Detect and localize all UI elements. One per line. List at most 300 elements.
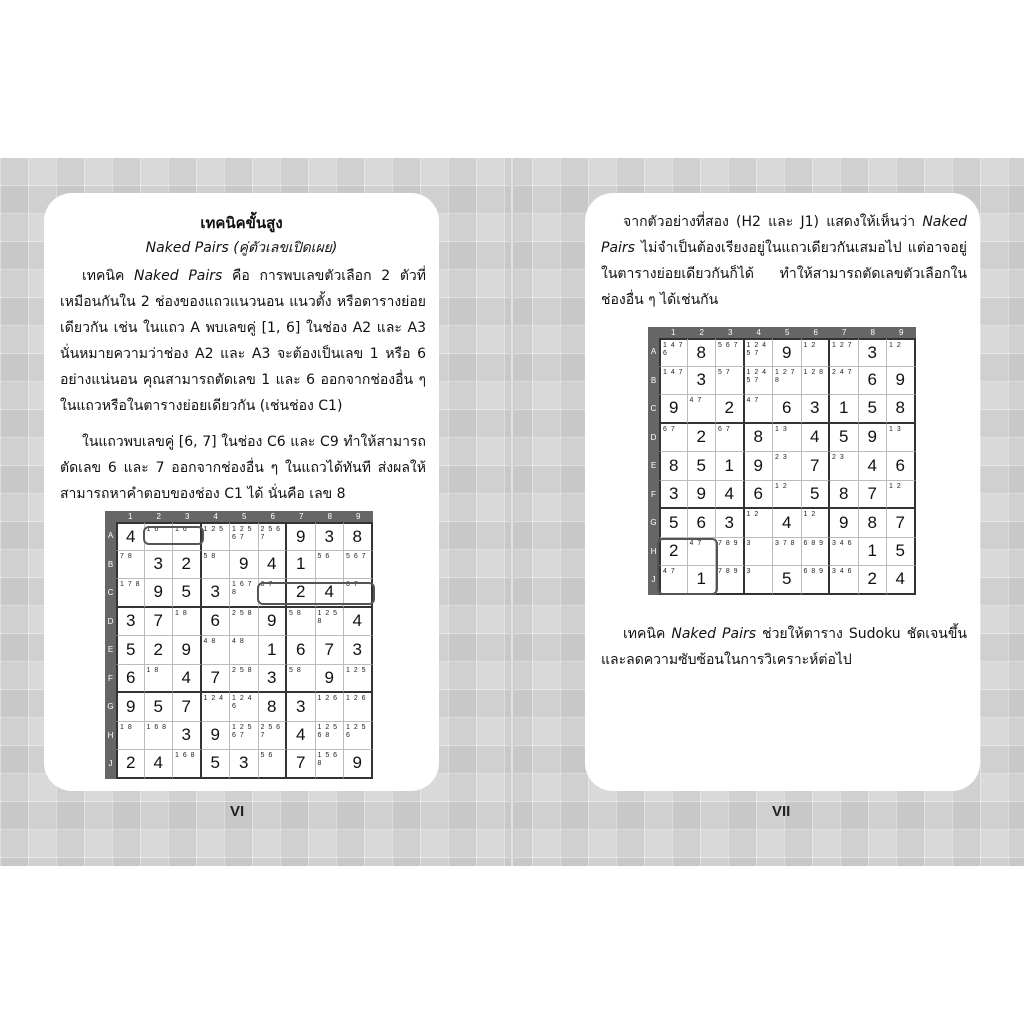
cell-candidates: 1 6 7 8 xyxy=(232,581,252,596)
cell-candidates: 4 7 xyxy=(689,539,702,547)
sudoku-cell xyxy=(145,608,174,637)
column-label: 8 xyxy=(870,328,875,337)
cell-candidates: 1 8 xyxy=(146,666,159,674)
right-p1-a: จากตัวอย่างที่สอง (H2 และ J1) แสดงให้เห็นว่า xyxy=(623,214,923,230)
cell-candidates: 7 8 9 xyxy=(718,568,738,575)
naked-pair-highlight xyxy=(143,526,204,545)
sudoku-cell xyxy=(287,665,316,694)
sudoku-cell xyxy=(259,636,288,665)
cell-value: 8 xyxy=(753,427,763,447)
cell-candidates: 1 6 xyxy=(146,526,159,533)
cell-value: 4 xyxy=(782,512,792,532)
cell-candidates: 2 4 7 xyxy=(832,368,852,376)
cell-candidates: 1 2 5 6 7 xyxy=(232,526,252,541)
cell-value: 2 xyxy=(181,554,191,574)
cell-candidates: 6 8 9 xyxy=(803,539,824,547)
cell-value: 9 xyxy=(867,427,877,447)
cell-value: 2 xyxy=(153,639,163,659)
sudoku-cell xyxy=(145,750,174,779)
sudoku-cell xyxy=(316,665,345,694)
sudoku-cell xyxy=(745,395,774,424)
sudoku-cell xyxy=(116,693,145,722)
cell-candidates: 3 7 8 xyxy=(775,539,795,547)
cell-value: 7 xyxy=(895,512,905,532)
sudoku-grid-right xyxy=(648,327,916,597)
sudoku-cell xyxy=(145,665,174,694)
column-label: 6 xyxy=(813,328,818,337)
cell-candidates: 1 3 xyxy=(775,425,787,433)
sudoku-cell xyxy=(716,481,745,510)
cell-value: 3 xyxy=(724,512,734,532)
cell-candidates: 1 2 5 xyxy=(203,526,224,533)
cell-candidates: 1 2 7 8 xyxy=(775,368,795,384)
sudoku-cell xyxy=(202,522,231,551)
cell-candidates: 4 8 xyxy=(232,638,244,645)
right-p1-b: ไม่จำเป็นต้องเรียงอยู่ในแถวเดียวกันเสมอไป แต่อาจอยู่ในตารางย่อยเดียวกันก็ได้ ทำให้สามารถตัดเลขตัวเลือกในช่องอื่น ๆ ได้เช่นกัน xyxy=(601,240,967,308)
cell-candidates: 5 8 xyxy=(289,609,301,617)
sudoku-cell xyxy=(716,367,745,396)
cell-candidates: 1 6 8 xyxy=(175,752,195,759)
sudoku-cell xyxy=(202,665,231,694)
sudoku-cell xyxy=(116,636,145,665)
sudoku-cell xyxy=(745,367,774,396)
right-p2-a: เทคนิค xyxy=(623,626,672,642)
sudoku-cell xyxy=(287,608,316,637)
sudoku-cell xyxy=(344,722,373,751)
cell-value: 9 xyxy=(753,455,763,475)
sudoku-cell xyxy=(716,538,745,567)
sudoku-cell xyxy=(688,395,717,424)
cell-value: 9 xyxy=(782,342,792,362)
cell-candidates: 1 2 4 6 xyxy=(232,695,252,710)
cell-candidates: 2 3 xyxy=(832,454,844,461)
sudoku-cell xyxy=(859,424,888,453)
cell-value: 3 xyxy=(210,582,220,602)
cell-candidates: 1 2 8 xyxy=(803,368,824,376)
cell-candidates: 1 2 5 6 xyxy=(346,723,366,739)
sudoku-cell xyxy=(716,424,745,453)
sudoku-cell xyxy=(259,722,288,751)
column-label: 7 xyxy=(299,512,304,521)
cell-candidates: 6 8 9 xyxy=(803,568,824,575)
sudoku-cell xyxy=(802,395,831,424)
row-label: C xyxy=(650,404,657,414)
row-label: E xyxy=(107,645,114,655)
cell-value: 1 xyxy=(696,569,706,589)
column-label: 6 xyxy=(270,512,275,521)
column-label: 2 xyxy=(156,512,161,521)
sudoku-cell xyxy=(344,750,373,779)
cell-value: 3 xyxy=(696,370,706,390)
cell-candidates: 3 xyxy=(746,539,751,547)
sudoku-cell xyxy=(145,636,174,665)
sudoku-cell xyxy=(688,367,717,396)
cell-candidates: 1 7 8 xyxy=(120,581,140,588)
sudoku-cell xyxy=(230,636,259,665)
sudoku-cell xyxy=(116,722,145,751)
cell-candidates: 1 6 8 xyxy=(146,723,167,731)
sudoku-cell xyxy=(802,481,831,510)
sudoku-cell xyxy=(202,636,231,665)
column-label: 4 xyxy=(213,512,218,521)
cell-candidates: 1 2 7 xyxy=(832,342,852,349)
sudoku-cell xyxy=(202,722,231,751)
sudoku-cell xyxy=(287,722,316,751)
cell-value: 5 xyxy=(669,512,679,532)
sudoku-cell xyxy=(887,481,916,510)
right-p2-b: ช่วยให้ตาราง Sudoku ชัดเจนขึ้นและลดความซับซ้อนในการวิเคราะห์ต่อไป xyxy=(601,626,967,668)
cell-candidates: 1 2 4 5 7 xyxy=(746,368,767,384)
cell-value: 5 xyxy=(181,582,191,602)
cell-candidates: 1 5 6 8 xyxy=(317,752,338,767)
cell-value: 2 xyxy=(669,541,679,561)
cell-value: 9 xyxy=(352,753,362,773)
row-label: B xyxy=(650,375,657,385)
column-label: 9 xyxy=(356,512,361,521)
column-label: 2 xyxy=(699,328,704,337)
sudoku-cell xyxy=(659,452,688,481)
cell-candidates: 1 2 4 xyxy=(203,695,224,702)
sudoku-cell xyxy=(887,424,916,453)
cell-candidates: 1 2 xyxy=(746,511,759,518)
cell-candidates: 4 7 xyxy=(746,397,759,404)
sudoku-cell xyxy=(230,693,259,722)
cell-value: 3 xyxy=(296,696,306,716)
sudoku-cell xyxy=(716,509,745,538)
sudoku-cell xyxy=(745,538,774,567)
sudoku-cell xyxy=(344,522,373,551)
sudoku-cell xyxy=(830,509,859,538)
cell-candidates: 6 7 xyxy=(718,425,730,433)
column-label: 4 xyxy=(756,328,761,337)
sudoku-cell xyxy=(173,665,202,694)
sudoku-cell xyxy=(688,338,717,367)
naked-pair-highlight xyxy=(657,538,718,595)
cell-value: 8 xyxy=(352,526,362,546)
sudoku-cell xyxy=(830,566,859,595)
sudoku-cell xyxy=(145,693,174,722)
row-label: G xyxy=(107,702,114,712)
sudoku-cell xyxy=(202,750,231,779)
cell-value: 8 xyxy=(895,398,905,418)
sudoku-cell xyxy=(173,693,202,722)
cell-value: 1 xyxy=(296,554,306,574)
sudoku-cell xyxy=(688,424,717,453)
row-label: D xyxy=(650,432,657,442)
cell-candidates: 1 2 5 6 7 xyxy=(232,723,252,739)
sudoku-cell xyxy=(316,608,345,637)
cell-value: 6 xyxy=(126,667,136,687)
cell-candidates: 5 8 xyxy=(289,666,301,674)
cell-value: 2 xyxy=(724,398,734,418)
sudoku-grid-left xyxy=(105,511,375,779)
cell-value: 9 xyxy=(239,554,249,574)
sudoku-cell xyxy=(202,579,231,608)
cell-value: 5 xyxy=(867,398,877,418)
cell-candidates: 5 6 7 xyxy=(346,552,366,560)
sudoku-cell xyxy=(316,522,345,551)
section-title: เทคนิคขั้นสูง xyxy=(200,214,283,232)
sudoku-cell xyxy=(173,750,202,779)
cell-value: 6 xyxy=(895,455,905,475)
row-label: D xyxy=(107,616,114,626)
cell-value: 9 xyxy=(839,512,849,532)
cell-value: 3 xyxy=(352,639,362,659)
column-label: 1 xyxy=(128,512,133,521)
cell-value: 3 xyxy=(267,667,277,687)
cell-value: 3 xyxy=(126,611,136,631)
right-paragraph-2 xyxy=(601,621,967,673)
sudoku-cell xyxy=(259,608,288,637)
sudoku-cell xyxy=(830,424,859,453)
sudoku-cell xyxy=(316,693,345,722)
sudoku-cell xyxy=(773,538,802,567)
cell-candidates: 6 7 xyxy=(663,425,675,433)
sudoku-cell xyxy=(230,665,259,694)
sudoku-cell xyxy=(745,509,774,538)
sudoku-cell xyxy=(773,452,802,481)
sudoku-cell xyxy=(773,338,802,367)
cell-candidates: 7 8 xyxy=(120,552,132,560)
sudoku-cell xyxy=(859,395,888,424)
sudoku-cell xyxy=(287,551,316,580)
sudoku-cell xyxy=(859,367,888,396)
sudoku-cell xyxy=(173,636,202,665)
sudoku-cell xyxy=(287,522,316,551)
sudoku-cell xyxy=(887,395,916,424)
cell-value: 9 xyxy=(296,526,306,546)
cell-value: 2 xyxy=(696,427,706,447)
sudoku-cell xyxy=(344,608,373,637)
sudoku-cell xyxy=(230,750,259,779)
sudoku-cell xyxy=(344,636,373,665)
page-number-right: VII xyxy=(772,803,791,820)
sudoku-cell xyxy=(773,509,802,538)
cell-value: 6 xyxy=(210,611,220,631)
column-label: 3 xyxy=(185,512,190,521)
cell-value: 9 xyxy=(210,725,220,745)
cell-value: 4 xyxy=(181,667,191,687)
cell-value: 7 xyxy=(210,667,220,687)
cell-value: 6 xyxy=(867,370,877,390)
cell-value: 5 xyxy=(153,696,163,716)
sudoku-cell xyxy=(116,608,145,637)
row-label: H xyxy=(107,730,114,740)
cell-value: 4 xyxy=(867,455,877,475)
sudoku-cell xyxy=(659,367,688,396)
sudoku-cell xyxy=(344,693,373,722)
cell-value: 9 xyxy=(181,639,191,659)
sudoku-cell xyxy=(859,538,888,567)
cell-candidates: 1 2 5 xyxy=(346,666,366,674)
cell-candidates: 1 2 xyxy=(889,342,901,349)
sudoku-cell xyxy=(659,395,688,424)
cell-candidates: 1 8 xyxy=(120,723,132,731)
sudoku-cell xyxy=(773,367,802,396)
sudoku-cell xyxy=(659,338,688,367)
book-gutter xyxy=(510,158,514,866)
column-label: 1 xyxy=(671,328,676,337)
sudoku-cell xyxy=(230,551,259,580)
cell-value: 5 xyxy=(696,455,706,475)
cell-value: 4 xyxy=(126,526,136,546)
cell-value: 6 xyxy=(296,639,306,659)
cell-value: 5 xyxy=(782,569,792,589)
cell-value: 5 xyxy=(895,541,905,561)
cell-value: 1 xyxy=(724,455,734,475)
sudoku-cell xyxy=(802,424,831,453)
cell-value: 7 xyxy=(153,611,163,631)
sudoku-cell xyxy=(745,566,774,595)
cell-candidates: 5 6 xyxy=(260,752,273,759)
cell-value: 4 xyxy=(296,725,306,745)
cell-candidates: 1 4 7 xyxy=(663,368,683,376)
right-page-card xyxy=(585,193,980,791)
cell-value: 2 xyxy=(296,582,306,602)
sudoku-cell xyxy=(773,395,802,424)
sudoku-cell xyxy=(745,452,774,481)
sudoku-cell xyxy=(116,665,145,694)
row-label: B xyxy=(107,559,114,569)
cell-value: 3 xyxy=(324,526,334,546)
page-number-left: VI xyxy=(230,803,245,820)
row-label: F xyxy=(651,489,656,499)
cell-candidates: 1 2 xyxy=(775,482,787,490)
sudoku-cell xyxy=(259,750,288,779)
cell-value: 6 xyxy=(696,512,706,532)
cell-candidates: 1 2 5 6 8 xyxy=(317,723,338,739)
sudoku-cell xyxy=(830,395,859,424)
cell-value: 8 xyxy=(696,342,706,362)
cell-value: 1 xyxy=(867,541,877,561)
cell-value: 5 xyxy=(839,427,849,447)
sudoku-cell xyxy=(716,338,745,367)
cell-value: 8 xyxy=(669,455,679,475)
cell-candidates: 1 4 7 6 xyxy=(663,342,683,357)
sudoku-cell xyxy=(173,608,202,637)
cell-value: 9 xyxy=(895,370,905,390)
column-label: 8 xyxy=(327,512,332,521)
sudoku-cell xyxy=(802,538,831,567)
sudoku-cell xyxy=(830,338,859,367)
column-label: 5 xyxy=(785,328,790,337)
cell-candidates: 2 5 8 xyxy=(232,666,252,674)
cell-value: 4 xyxy=(810,427,820,447)
column-label: 9 xyxy=(899,328,904,337)
sudoku-cell xyxy=(859,452,888,481)
cell-value: 7 xyxy=(181,696,191,716)
cell-value: 9 xyxy=(669,398,679,418)
sudoku-cell xyxy=(344,665,373,694)
cell-candidates: 6 7 xyxy=(260,581,273,588)
sudoku-cell xyxy=(287,750,316,779)
sudoku-cell xyxy=(887,338,916,367)
sudoku-cell xyxy=(745,338,774,367)
sudoku-cell xyxy=(659,424,688,453)
sudoku-cell xyxy=(745,481,774,510)
cell-candidates: 3 4 6 xyxy=(832,568,852,575)
cell-value: 4 xyxy=(324,582,334,602)
cell-candidates: 1 3 xyxy=(889,425,901,433)
cell-value: 3 xyxy=(867,342,877,362)
sudoku-cell xyxy=(202,608,231,637)
sudoku-cell xyxy=(116,551,145,580)
cell-value: 7 xyxy=(810,455,820,475)
cell-value: 5 xyxy=(210,753,220,773)
sudoku-cell xyxy=(230,608,259,637)
sudoku-cell xyxy=(716,395,745,424)
sudoku-cell xyxy=(202,693,231,722)
sudoku-cell xyxy=(145,722,174,751)
column-label: 7 xyxy=(842,328,847,337)
cell-value: 2 xyxy=(867,569,877,589)
cell-candidates: 1 2 xyxy=(889,482,901,490)
right-paragraph-1 xyxy=(601,209,967,313)
cell-value: 5 xyxy=(126,639,136,659)
sudoku-cell xyxy=(659,481,688,510)
sudoku-cell xyxy=(659,509,688,538)
sudoku-cell xyxy=(287,693,316,722)
cell-value: 2 xyxy=(126,753,136,773)
sudoku-cell xyxy=(287,636,316,665)
sudoku-cell xyxy=(830,367,859,396)
cell-value: 7 xyxy=(867,483,877,503)
cell-candidates: 1 2 6 xyxy=(317,695,338,702)
sudoku-cell xyxy=(859,338,888,367)
cell-value: 4 xyxy=(153,753,163,773)
cell-value: 8 xyxy=(839,483,849,503)
cell-candidates: 2 5 8 xyxy=(232,609,252,617)
cell-candidates: 1 2 xyxy=(803,342,816,349)
cell-candidates: 1 2 5 8 xyxy=(317,609,338,625)
sudoku-cell xyxy=(887,367,916,396)
sudoku-cell xyxy=(716,452,745,481)
cell-candidates: 4 8 xyxy=(203,638,216,645)
sudoku-cell xyxy=(316,722,345,751)
cell-value: 8 xyxy=(867,512,877,532)
sudoku-cell xyxy=(716,566,745,595)
cell-value: 9 xyxy=(324,667,334,687)
sudoku-cell xyxy=(230,579,259,608)
naked-pair-highlight xyxy=(257,582,375,605)
sudoku-cell xyxy=(859,481,888,510)
sudoku-cell xyxy=(145,551,174,580)
cell-value: 9 xyxy=(267,611,277,631)
sudoku-cell xyxy=(259,551,288,580)
sudoku-cell xyxy=(887,538,916,567)
row-label: C xyxy=(107,588,114,598)
row-label: J xyxy=(651,575,656,585)
cell-candidates: 5 6 xyxy=(317,552,330,560)
cell-candidates: 5 8 xyxy=(203,552,216,560)
sudoku-cell xyxy=(859,509,888,538)
cell-value: 9 xyxy=(153,582,163,602)
row-label: A xyxy=(650,347,657,357)
left-p1-b: คือ การพบเลขตัวเลือก 2 ตัวที่เหมือนกันใน 2 ช่องของแถวแนวนอน แนวตั้ง หรือตารางย่อยเดียวกัน เช่น ในแถว A พบเลขคู่ [1, 6] ในช่อง A2 และ A3 นั่นหมายความว่าช่อง A2 และ A3 จะต้องเป็นเลข 1 หรือ 6 อย่างแน่นอน คุณสามารถตัดเลข 1 และ 6 ออกจากช่องอื่น ๆ ในแถวหรือในตารางย่อยเดียวกัน (เช่นช่อง C1) xyxy=(60,268,427,414)
cell-value: 8 xyxy=(267,696,277,716)
sudoku-cell xyxy=(202,551,231,580)
cell-candidates: 5 6 7 xyxy=(718,342,738,349)
cell-candidates: 2 3 xyxy=(775,454,787,461)
sudoku-cell xyxy=(116,579,145,608)
cell-value: 7 xyxy=(324,639,334,659)
row-label: E xyxy=(650,461,657,471)
sudoku-cell xyxy=(773,424,802,453)
cell-value: 6 xyxy=(782,398,792,418)
cell-value: 5 xyxy=(810,483,820,503)
sudoku-cell xyxy=(173,551,202,580)
sudoku-cell xyxy=(773,481,802,510)
